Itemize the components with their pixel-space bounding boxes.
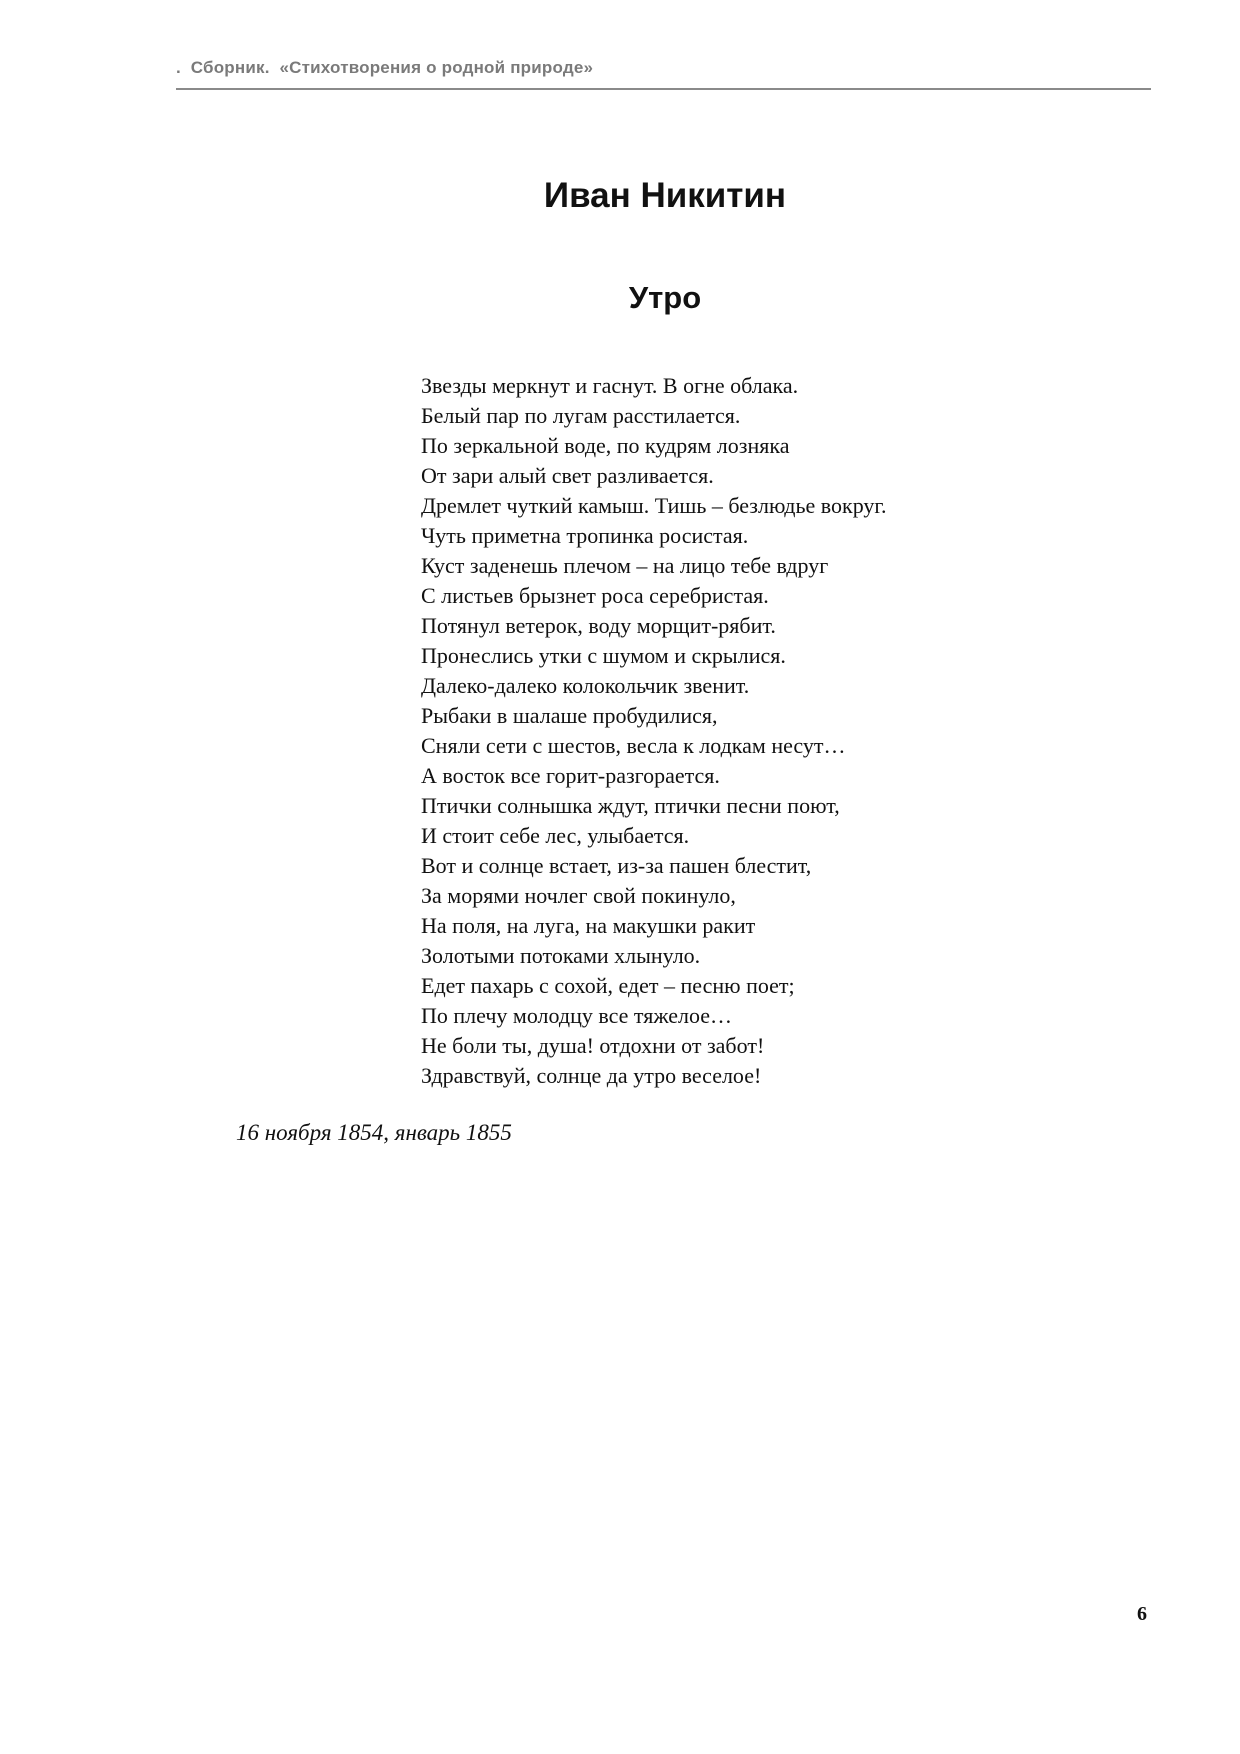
poem-line: Звезды меркнут и гаснут. В огне облака. <box>421 373 799 398</box>
poem-line: А восток все горит-разгорается. <box>421 763 720 788</box>
poem-line: Белый пар по лугам расстилается. <box>421 403 741 428</box>
poem-author: Иван Никитин <box>543 176 787 215</box>
poem-line: От зари алый свет разливается. <box>421 463 714 488</box>
poem-line: Золотыми потоками хлынуло. <box>421 943 701 968</box>
poem-line: Едет пахарь с сохой, едет – песню поет; <box>421 973 795 998</box>
poem-line: Чуть приметна тропинка росистая. <box>421 523 749 548</box>
poem-line: Далеко-далеко колокольчик звенит. <box>421 673 750 698</box>
poem-line: Пронеслись утки с шумом и скрылися. <box>421 643 786 668</box>
poem-line: Птички солнышка ждут, птички песни поют, <box>421 793 840 818</box>
poem-line: Рыбаки в шалаше пробудилися, <box>421 703 718 728</box>
poem-line: Здравствуй, солнце да утро веселое! <box>421 1063 762 1088</box>
poem-line: Потянул ветерок, воду морщит-рябит. <box>421 613 776 638</box>
page-number: 6 <box>1137 1603 1147 1625</box>
poem-line: И стоит себе лес, улыбается. <box>421 823 690 848</box>
poem-line: На поля, на луга, на макушки ракит <box>421 913 756 938</box>
running-header <box>176 56 1151 90</box>
poem-title: Утро <box>628 280 702 315</box>
poem-line: Не боли ты, душа! отдохни от забот! <box>421 1033 765 1058</box>
poem-line: По зеркальной воде, по кудрям лозняка <box>421 433 790 458</box>
poem-body <box>421 371 886 1091</box>
running-header-title: . Сборник. «Стихотворения о родной природе» <box>176 58 594 77</box>
poem-line: Куст заденешь плечом – на лицо тебе вдруг <box>421 553 829 578</box>
poem-line: Вот и солнце встает, из-за пашен блестит, <box>421 853 812 878</box>
poem-line: Сняли сети с шестов, весла к лодкам несут… <box>421 733 846 758</box>
poem-line: За морями ночлег свой покинуло, <box>421 883 736 908</box>
poem-line: Дремлет чуткий камыш. Тишь – безлюдье вокруг. <box>421 493 887 518</box>
poem-line: С листьев брызнет роса серебристая. <box>421 583 769 608</box>
poem-line: По плечу молодцу все тяжелое… <box>421 1003 733 1028</box>
poem-date: 16 ноября 1854, январь 1855 <box>236 1120 512 1145</box>
